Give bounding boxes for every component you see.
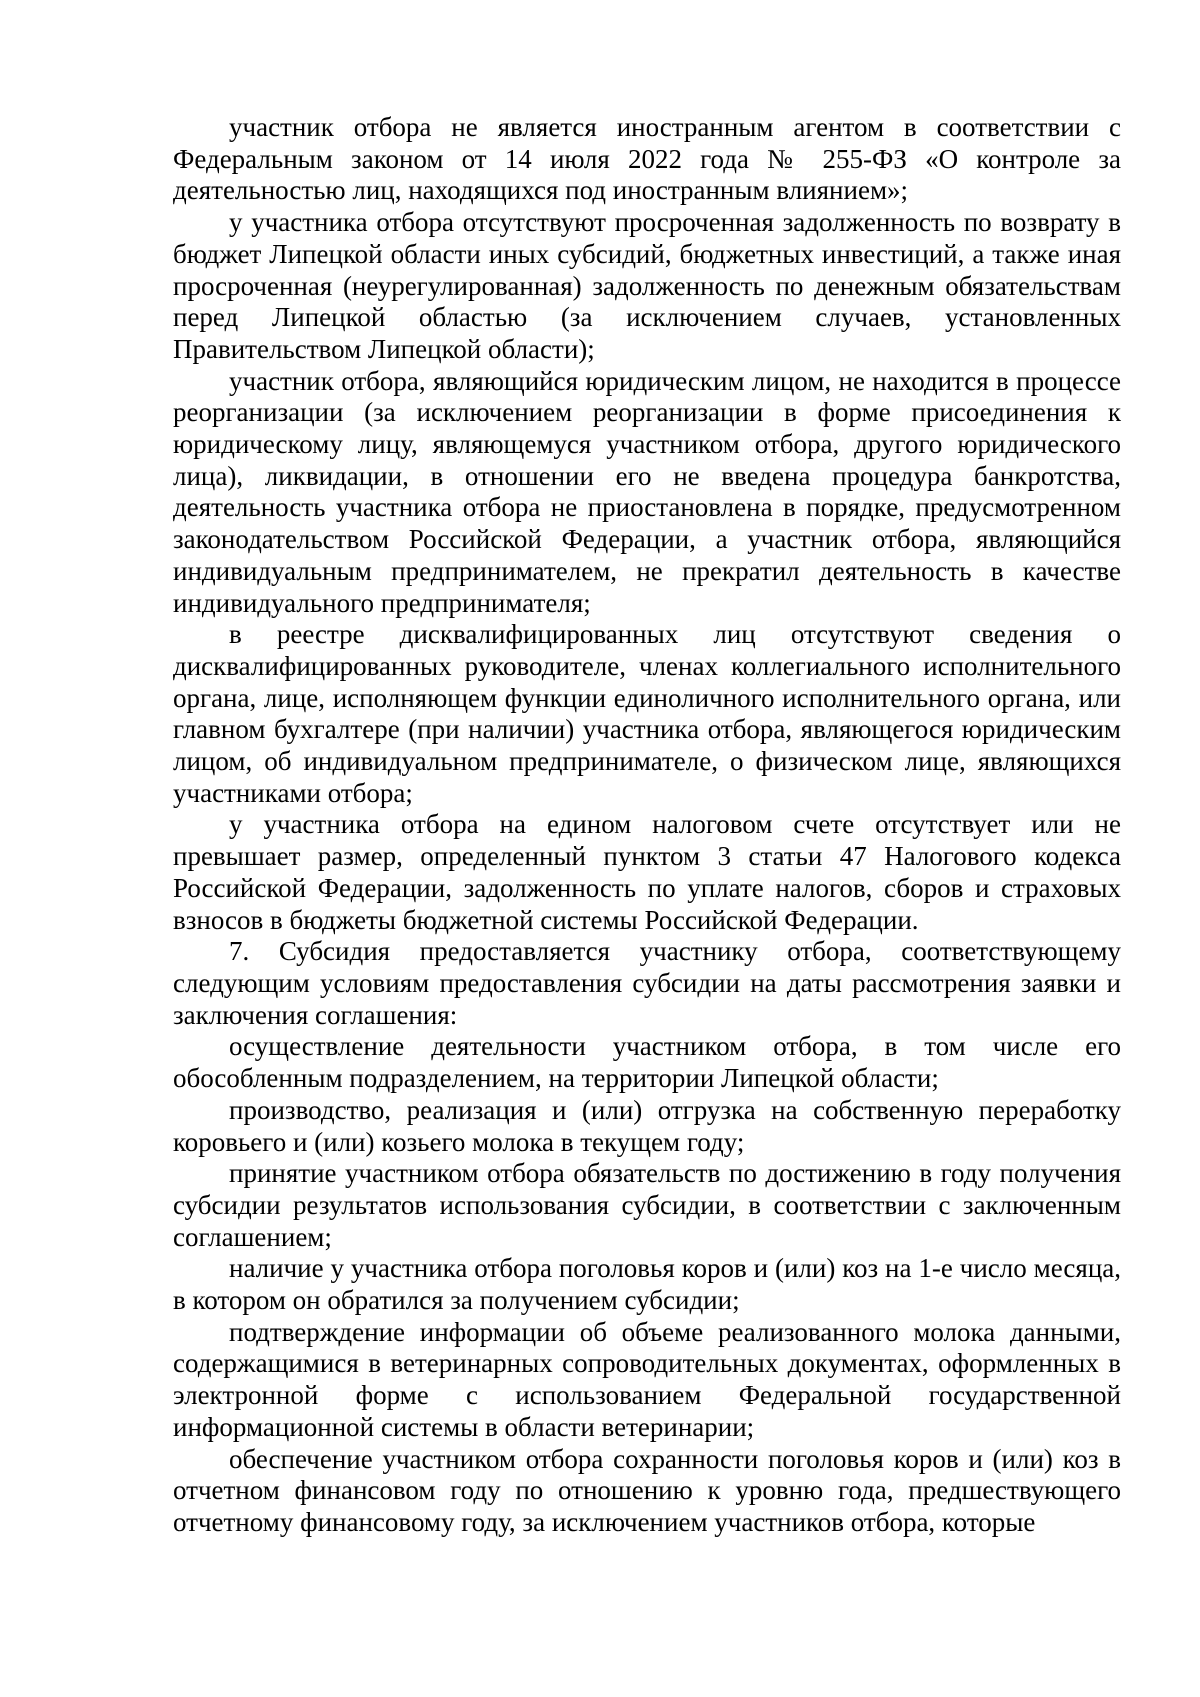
paragraph-tax-account: у участника отбора на едином налоговом счете отсутствует или не превышает размер, определенный пунктом 3 статьи 47 Налогового кодекса Российской Федерации, задолженность по уплате налогов, сборов и страховых взносов в бюджеты бюджетной системы Российской Федерации. xyxy=(173,809,1121,935)
paragraph-milk-production: производство, реализация и (или) отгрузка на собственную переработку коровьего и (или) козьего молока в текущем году; xyxy=(173,1094,1121,1157)
paragraph-no-overdue-debt: у участника отбора отсутствуют просроченная задолженность по возврату в бюджет Липецкой области иных субсидий, бюджетных инвестиций, а также иная просроченная (неурегулированная) задолженность по денежным обязательствам перед Липецкой областью (за исключением случаев, установленных Правительством Липецкой области); xyxy=(173,207,1121,364)
paragraph-obligations: принятие участником отбора обязательств по достижению в году получения субсидии результатов использования субсидии, в соответствии с заключенным соглашением; xyxy=(173,1158,1121,1252)
paragraph-livestock-preservation: обеспечение участником отбора сохранности поголовья коров и (или) коз в отчетном финансовом году по отношению к уровню года, предшествующего отчетному финансовому году, за исключением участников отбора, которые xyxy=(173,1443,1121,1537)
paragraph-veterinary-confirmation: подтверждение информации об объеме реализованного молока данными, содержащимися в ветеринарных сопроводительных документах, оформленных в электронной форме с использованием Федеральной государственной информационной системы в области ветеринарии; xyxy=(173,1316,1121,1442)
paragraph-livestock: наличие у участника отбора поголовья коров и (или) коз на 1-е число месяца, в котором он обратился за получением субсидии; xyxy=(173,1253,1121,1316)
paragraph-disqualified-registry: в реестре дисквалифицированных лиц отсутствуют сведения о дисквалифицированных руководителе, членах коллегиального исполнительного органа, лице, исполняющем функции единоличного исполнительного органа, или главном бухгалтере (при наличии) участника отбора, являющегося юридическим лицом, об индивидуальном предпринимателе, о физическом лице, являющихся участниками отбора; xyxy=(173,619,1121,808)
document-page xyxy=(173,112,1121,1539)
paragraph-item-7-subsidy-conditions: 7. Субсидия предоставляется участнику отбора, соответствующему следующим условиям предоставления субсидии на даты рассмотрения заявки и заключения соглашения: xyxy=(173,936,1121,1030)
paragraph-foreign-agent: участник отбора не является иностранным агентом в соответствии с Федеральным законом от 14 июля 2022 года № 255-ФЗ «О контроле за деятельностью лиц, находящихся под иностранным влиянием»; xyxy=(173,112,1121,206)
paragraph-no-reorganization: участник отбора, являющийся юридическим лицом, не находится в процессе реорганизации (за исключением реорганизации в форме присоединения к юридическому лицу, являющемуся участником отбора, другого юридического лица), ликвидации, в отношении его не введена процедура банкротства, деятельность участника отбора не приостановлена в порядке, предусмотренном законодательством Российской Федерации, а участник отбора, являющийся индивидуальным предпринимателем, не прекратил деятельность в качестве индивидуального предпринимателя; xyxy=(173,365,1121,618)
paragraph-activity-territory: осуществление деятельности участником отбора, в том числе его обособленным подразделением, на территории Липецкой области; xyxy=(173,1031,1121,1094)
